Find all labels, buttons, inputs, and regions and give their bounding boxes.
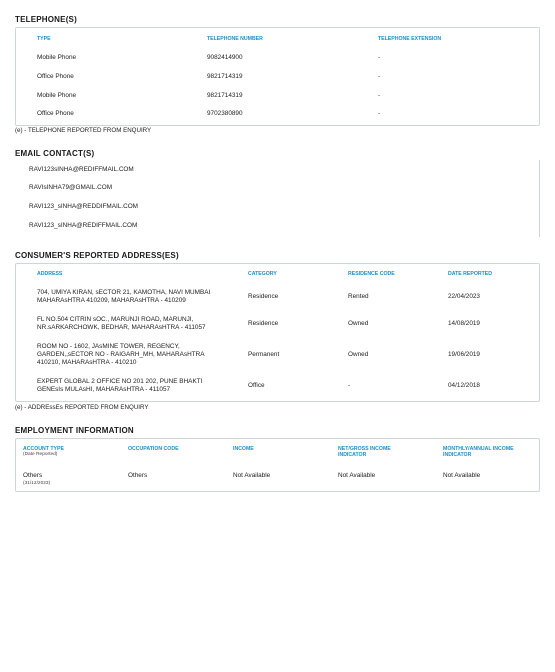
employment-date: (31/12/2023): [23, 481, 51, 486]
address-residence: Owned: [348, 351, 369, 358]
phone-number: 9821714319: [207, 73, 243, 80]
phone-number: 9082414900: [207, 54, 243, 61]
col-header-net-gross: NET/GROSS INCOME: [338, 446, 391, 452]
address-category: Permanent: [248, 351, 280, 358]
addresses-note: (e) - ADDREssEs REPORTED FROM ENQUIRY: [15, 404, 149, 411]
address-category: Residence: [248, 320, 279, 327]
phone-type: Mobile Phone: [37, 92, 77, 99]
emails-title: EMAIL CONTACT(S): [15, 149, 95, 158]
phone-extension: -: [378, 92, 381, 99]
employment-table: [15, 438, 540, 492]
employment-account-type: Others: [23, 472, 43, 479]
email-item: RAVI123_sINHA@REDDIFMAIL.COM: [29, 203, 138, 210]
address-date: 22/04/2023: [448, 293, 480, 300]
col-header-income: INCOME: [233, 446, 254, 452]
col-header-type: TYPE: [37, 36, 51, 42]
telephones-table: [15, 27, 540, 126]
address-line: GENEsIs MULAsHI, MAHARAsHTRA - 411057: [37, 386, 171, 393]
employment-occupation: Others: [128, 472, 148, 479]
employment-income: Not Available: [233, 472, 271, 479]
address-date: 19/06/2019: [448, 351, 480, 358]
address-date: 14/08/2019: [448, 320, 480, 327]
address-residence: Owned: [348, 320, 369, 327]
col-header-residence: RESIDENCE CODE: [348, 271, 395, 277]
col-header-monthly-2: INDICATOR: [443, 452, 472, 458]
col-header-monthly: MONTHLY/ANNUAL INCOME: [443, 446, 514, 452]
col-header-extension: TELEPHONE EXTENSION: [378, 36, 442, 42]
email-item: RAVI123sINHA@REDIFFMAIL.COM: [29, 166, 134, 173]
col-header-net-gross-2: INDICATOR: [338, 452, 367, 458]
email-item: RAVIsINHA79@GMAIL.COM: [29, 184, 113, 191]
employment-net-gross: Not Available: [338, 472, 376, 479]
address-line: NR.sARKARCHOWK, BEDHAR, MAHARAsHTRA - 411057: [37, 324, 206, 331]
addresses-title: CONSUMER'S REPORTED ADDRESS(ES): [15, 251, 179, 260]
address-line: FL NO.504 CITRIN sOC., MARUNJI ROAD, MARUNJI,: [37, 316, 194, 323]
address-category: Office: [248, 382, 265, 389]
col-header-occupation: OCCUPATION CODE: [128, 446, 179, 452]
telephones-note: (e) - TELEPHONE REPORTED FROM ENQUIRY: [15, 127, 152, 134]
col-header-date: DATE REPORTED: [448, 271, 492, 277]
phone-number: 9702380890: [207, 110, 243, 117]
col-header-account-type: ACCOUNT TYPE: [23, 446, 64, 452]
address-date: 04/12/2018: [448, 382, 480, 389]
phone-extension: -: [378, 110, 381, 117]
address-category: Residence: [248, 293, 279, 300]
phone-extension: -: [378, 73, 381, 80]
email-item: RAVI123_sINHA@REDIFFMAIL.COM: [29, 222, 138, 229]
phone-extension: -: [378, 54, 381, 61]
emails-box: [15, 160, 540, 237]
col-header-category: CATEGORY: [248, 271, 277, 277]
phone-number: 9821714319: [207, 92, 243, 99]
employment-monthly: Not Available: [443, 472, 481, 479]
address-line: EXPERT GLOBAL 2 OFFICE NO 201 202, PUNE BHAKTI: [37, 378, 203, 385]
address-line: GARDEN,,sECTOR NO - RAIGARH_MH, MAHARAsHTRA: [37, 351, 205, 358]
col-header-address: ADDRESS: [37, 271, 63, 277]
phone-type: Office Phone: [37, 73, 74, 80]
address-line: MAHARAsHTRA 410209, MAHARAsHTRA - 410209: [37, 297, 186, 304]
telephones-title: TELEPHONE(S): [15, 15, 77, 24]
employment-title: EMPLOYMENT INFORMATION: [15, 426, 134, 435]
address-line: 410210, MAHARAsHTRA - 410210: [37, 359, 137, 366]
phone-type: Office Phone: [37, 110, 74, 117]
addresses-table: [15, 263, 540, 402]
address-line: 704, UMIYA KIRAN, sECTOR 21, KAMOTHA, NAVI MUMBAI: [37, 289, 211, 296]
col-header-number: TELEPHONE NUMBER: [207, 36, 263, 42]
phone-type: Mobile Phone: [37, 54, 77, 61]
address-residence: -: [348, 382, 351, 389]
col-header-account-type-sub: (Date Reported): [23, 452, 58, 457]
address-line: ROOM NO - 1602, JAsMINE TOWER, REGENCY,: [37, 343, 180, 350]
address-residence: Rented: [348, 293, 369, 300]
